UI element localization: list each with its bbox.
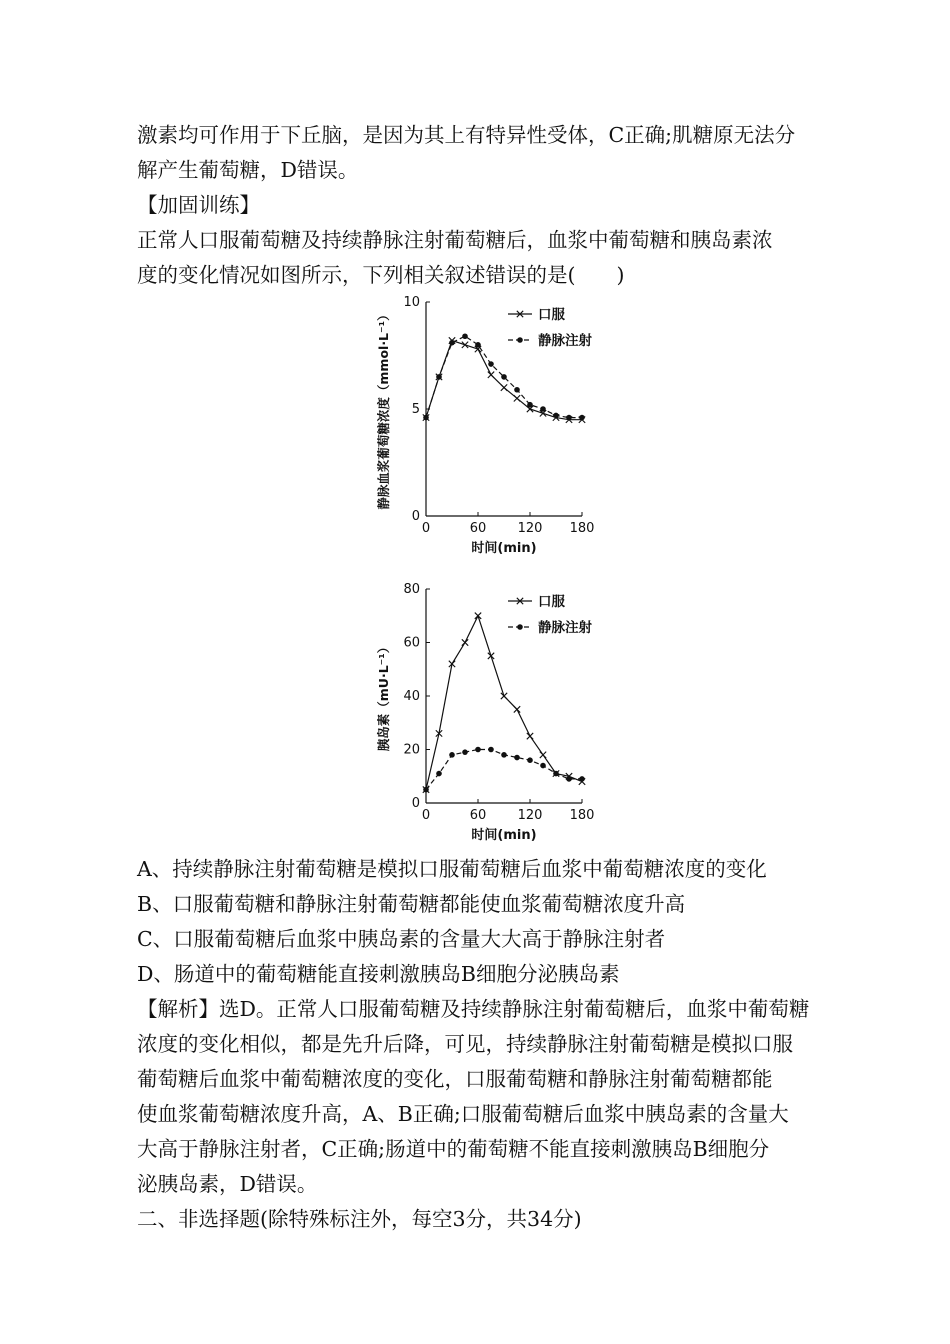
y-tick-label: 80: [403, 582, 420, 597]
data-point-iv: [462, 749, 468, 755]
option-b: B、口服葡萄糖和静脉注射葡萄糖都能使血浆葡萄糖浓度升高: [137, 892, 686, 916]
x-tick-label: 60: [469, 521, 487, 536]
data-point-iv: [579, 415, 585, 421]
legend-marker: [517, 337, 523, 343]
data-point-iv: [553, 771, 559, 777]
data-point-iv: [514, 387, 520, 393]
text-line: 激素均可作用于下丘脑，是因为其上有特异性受体，C正确;肌糖原无法分: [137, 123, 796, 147]
previous-answer: [137, 118, 842, 188]
glucose-chart-svg: [360, 288, 620, 560]
legend-marker: [517, 624, 523, 630]
data-point-iv: [527, 757, 533, 763]
y-tick-label: 40: [403, 689, 420, 704]
x-axis-label: 时间(min): [471, 541, 537, 556]
series-line-oral: [426, 341, 582, 420]
y-axis-label: 胰岛素（mU·L⁻¹）: [376, 640, 391, 752]
question-stem: [137, 223, 842, 293]
data-point-iv: [579, 776, 585, 782]
y-tick-label: 0: [411, 796, 420, 811]
x-tick-label: 0: [421, 808, 431, 823]
data-point-oral: [462, 342, 468, 348]
data-point-oral: [527, 733, 533, 739]
data-point-iv: [488, 747, 494, 753]
text-line: 使血浆葡萄糖浓度升高，A、B正确;口服葡萄糖后血浆中胰岛素的含量大: [137, 1102, 789, 1126]
text-line: 解产生葡萄糖，D错误。: [137, 158, 359, 182]
data-point-iv: [514, 755, 520, 761]
x-tick-label: 60: [469, 808, 487, 823]
data-point-oral: [514, 395, 520, 401]
legend-label: 静脉注射: [538, 620, 592, 636]
text-line: 度的变化情况如图所示，下列相关叙述错误的是( ): [137, 263, 625, 287]
data-point-iv: [449, 752, 455, 758]
data-point-oral: [514, 706, 520, 712]
data-point-oral: [475, 613, 481, 619]
data-point-iv: [436, 771, 442, 777]
data-point-iv: [423, 415, 429, 421]
next-section-heading: 二、非选择题(除特殊标注外，每空3分，共34分): [137, 1207, 582, 1231]
y-tick-label: 10: [403, 295, 420, 310]
data-point-iv: [501, 752, 507, 758]
x-tick-label: 120: [517, 808, 543, 823]
data-point-iv: [462, 333, 468, 339]
data-point-iv: [566, 776, 572, 782]
y-tick-label: 5: [411, 402, 420, 417]
x-tick-label: 120: [517, 521, 543, 536]
text-line: 【解析】选D。正常人口服葡萄糖及持续静脉注射葡萄糖后，血浆中葡萄糖: [137, 997, 810, 1021]
data-point-oral: [488, 653, 494, 659]
legend-label: 静脉注射: [538, 333, 592, 349]
text-line: 正常人口服葡萄糖及持续静脉注射葡萄糖后，血浆中葡萄糖和胰岛素浓: [137, 228, 773, 252]
data-point-iv: [436, 374, 442, 380]
data-point-oral: [501, 693, 507, 699]
insulin-chart-svg: [360, 575, 620, 847]
x-tick-label: 180: [569, 808, 595, 823]
y-axis-label: 静脉血浆葡萄糖浓度（mmol·L⁻¹）: [376, 308, 391, 510]
data-point-iv: [488, 361, 494, 367]
data-point-iv: [540, 763, 546, 769]
data-point-iv: [449, 340, 455, 346]
section-tag: 【加固训练】: [137, 193, 260, 217]
data-point-oral: [488, 372, 494, 378]
data-point-oral: [501, 384, 507, 390]
data-point-iv: [475, 342, 481, 348]
data-point-iv: [423, 787, 429, 793]
option-d: D、肠道中的葡萄糖能直接刺激胰岛B细胞分泌胰岛素: [137, 962, 620, 986]
data-point-iv: [475, 747, 481, 753]
y-tick-label: 20: [403, 742, 420, 758]
data-point-iv: [553, 413, 559, 419]
legend-label: 口服: [538, 594, 565, 610]
insulin-chart: [360, 575, 620, 847]
data-point-iv: [540, 406, 546, 412]
option-a: A、持续静脉注射葡萄糖是模拟口服葡萄糖后血浆中葡萄糖浓度的变化: [137, 857, 767, 881]
y-tick-label: 0: [411, 509, 420, 524]
data-point-iv: [566, 415, 572, 421]
options-list: [137, 852, 842, 992]
data-point-oral: [540, 752, 546, 758]
glucose-chart: [360, 288, 620, 560]
x-tick-label: 180: [569, 521, 595, 536]
series-line-oral: [426, 616, 582, 790]
text-line: 泌胰岛素，D错误。: [137, 1172, 318, 1196]
x-axis-label: 时间(min): [471, 828, 537, 843]
analysis: [137, 992, 842, 1202]
data-point-oral: [462, 639, 468, 645]
data-point-iv: [527, 402, 533, 408]
text-line: 浓度的变化相似，都是先升后降，可见，持续静脉注射葡萄糖是模拟口服: [137, 1032, 793, 1056]
text-line: 大高于静脉注射者，C正确;肠道中的葡萄糖不能直接刺激胰岛B细胞分: [137, 1137, 770, 1161]
option-c: C、口服葡萄糖后血浆中胰岛素的含量大大高于静脉注射者: [137, 927, 666, 951]
y-tick-label: 60: [403, 635, 420, 651]
x-tick-label: 0: [421, 521, 431, 536]
text-line: 葡萄糖后血浆中葡萄糖浓度的变化，口服葡萄糖和静脉注射葡萄糖都能: [137, 1067, 773, 1091]
legend-label: 口服: [538, 307, 565, 323]
data-point-iv: [501, 374, 507, 380]
